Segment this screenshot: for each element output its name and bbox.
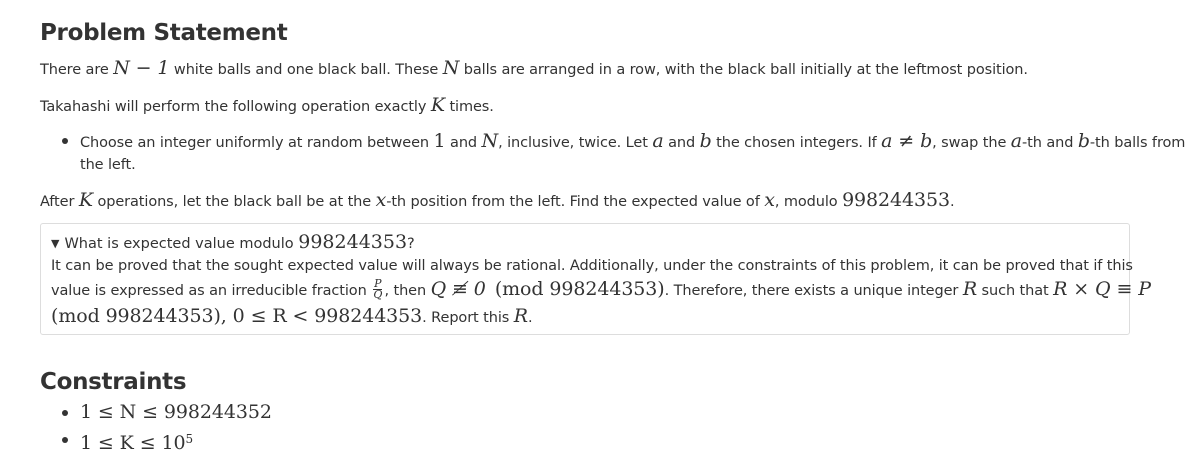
text: Takahashi will perform the following operation exactly [40, 99, 431, 115]
math-k: K [430, 94, 445, 116]
math: K [78, 189, 93, 211]
constraint-n: 1 ≤ N ≤ 998244352 [80, 401, 272, 423]
math: Q ≢ 0 [430, 278, 486, 300]
math: a ≠ b [881, 130, 933, 152]
text: . Report this [422, 310, 514, 326]
bullet-dot [62, 437, 68, 443]
text: After [40, 194, 79, 210]
text: operations, let the black ball be at the [92, 194, 376, 210]
text: . Therefore, there exists a unique integer [664, 283, 963, 299]
text: -th balls from [1089, 135, 1185, 151]
text: , then [384, 283, 431, 299]
math-n-minus-1: N − 1 [113, 57, 170, 79]
fraction-denominator: Q [373, 287, 383, 301]
text: balls are arranged in a row, with the black ball initially at the leftmost position. [459, 62, 1028, 78]
operation-list-item [80, 129, 1185, 155]
constraint-item [80, 427, 193, 457]
text: -th and [1022, 135, 1078, 151]
math: R [513, 305, 528, 327]
math: R × Q ≡ P [1053, 278, 1151, 300]
summary-text: What is expected value modulo [64, 236, 299, 252]
math: 1 [433, 130, 446, 152]
text: such that [977, 283, 1054, 299]
math: 998244353 [298, 231, 408, 253]
text: . [527, 310, 533, 326]
fraction-numerator: P [374, 276, 382, 290]
bullet-dot [62, 138, 68, 144]
math-modulus: 998244353 [842, 189, 950, 211]
text: the chosen integers. If [711, 135, 882, 151]
details-summary-toggle[interactable] [51, 230, 415, 257]
math: a [652, 130, 664, 152]
math: (mod 998244353) [494, 278, 665, 300]
math: (mod 998244353), 0 ≤ R < 998244353 [51, 305, 423, 327]
constraints-heading: Constraints [40, 369, 187, 395]
text: , inclusive, twice. Let [498, 135, 653, 151]
text: , modulo [774, 194, 843, 210]
text: . [949, 194, 955, 210]
problem-statement-heading: Problem Statement [40, 20, 288, 46]
text: and [663, 135, 700, 151]
problem-paragraph-2 [40, 93, 494, 119]
text: times. [444, 99, 494, 115]
details-line-1: It can be proved that the sought expected value will always be rational. Additionally, under the constraints of this problem, it can be proved that if this [51, 258, 1133, 274]
text: white balls and one black ball. These [169, 62, 443, 78]
details-line-2 [51, 277, 1151, 303]
fraction-p-over-q [373, 276, 383, 301]
problem-paragraph-3 [40, 188, 954, 214]
text: There are [40, 62, 114, 78]
triangle-down-icon: ▼ [51, 237, 60, 250]
operation-list-item-continued: the left. [80, 157, 136, 173]
text: and [445, 135, 482, 151]
details-line-3 [51, 304, 532, 330]
math: b [699, 130, 712, 152]
math: a [1010, 130, 1023, 152]
math: x [375, 189, 387, 211]
text: Choose an integer uniformly at random between [80, 135, 434, 151]
bullet-dot [62, 410, 68, 416]
exponent: 5 [185, 432, 194, 446]
problem-paragraph-1 [40, 56, 1028, 82]
constraint-item [80, 400, 272, 426]
text: value is expressed as an irreducible fraction [51, 283, 372, 299]
expected-value-details [40, 223, 1151, 335]
text: -th position from the left. Find the expected value of [386, 194, 765, 210]
math: R [962, 278, 978, 300]
math: N [481, 130, 499, 152]
math: b [1077, 130, 1090, 152]
math: x [764, 189, 775, 211]
text: ? [407, 236, 415, 252]
math-n: N [442, 57, 460, 79]
constraint-k: 1 ≤ K ≤ 10 [80, 431, 186, 454]
text: , swap the [932, 135, 1011, 151]
